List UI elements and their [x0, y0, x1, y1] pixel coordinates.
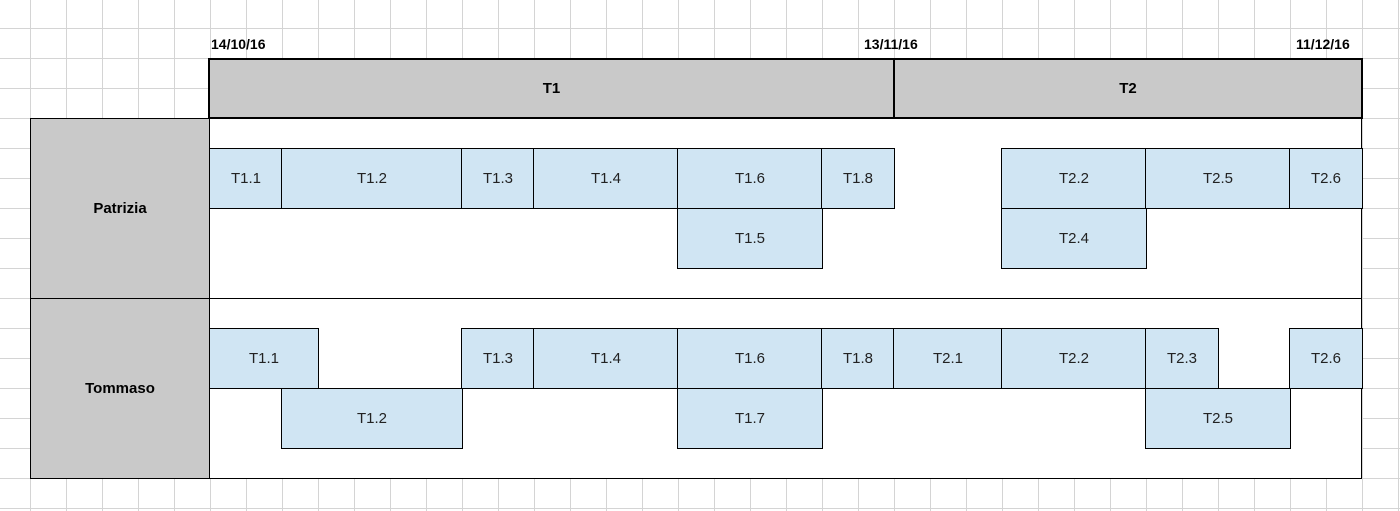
task-patrizia-t2-2[interactable]: T2.2	[1001, 148, 1147, 209]
task-tommaso-t1-6[interactable]: T1.6	[677, 328, 823, 389]
person-patrizia	[30, 118, 210, 299]
task-patrizia-t1-4[interactable]: T1.4	[533, 148, 679, 209]
task-tommaso-t2-5[interactable]: T2.5	[1145, 388, 1291, 449]
task-tommaso-t1-2[interactable]: T1.2	[281, 388, 463, 449]
task-tommaso-t1-1[interactable]: T1.1	[209, 328, 319, 389]
person-patrizia-name: Patrizia	[93, 200, 147, 217]
task-tommaso-t1-8[interactable]: T1.8	[821, 328, 895, 389]
task-tommaso-t2-3[interactable]: T2.3	[1145, 328, 1219, 389]
date-end: 11/12/16	[1296, 36, 1350, 52]
task-tommaso-t1-4[interactable]: T1.4	[533, 328, 679, 389]
phase-t2-label: T2	[1119, 80, 1137, 97]
date-start: 14/10/16	[211, 36, 266, 52]
date-mid: 13/11/16	[864, 36, 918, 52]
task-patrizia-t2-6[interactable]: T2.6	[1289, 148, 1363, 209]
task-patrizia-t1-5[interactable]: T1.5	[677, 208, 823, 269]
person-tommaso-name: Tommaso	[85, 380, 155, 397]
task-patrizia-t1-2[interactable]: T1.2	[281, 148, 463, 209]
person-tommaso	[30, 298, 210, 479]
task-patrizia-t1-1[interactable]: T1.1	[209, 148, 283, 209]
task-tommaso-t2-1[interactable]: T2.1	[893, 328, 1003, 389]
task-tommaso-t2-6[interactable]: T2.6	[1289, 328, 1363, 389]
task-tommaso-t2-2[interactable]: T2.2	[1001, 328, 1147, 389]
task-patrizia-t2-4[interactable]: T2.4	[1001, 208, 1147, 269]
phase-t1	[208, 58, 895, 119]
task-patrizia-t1-3[interactable]: T1.3	[461, 148, 535, 209]
task-tommaso-t1-7[interactable]: T1.7	[677, 388, 823, 449]
task-patrizia-t1-8[interactable]: T1.8	[821, 148, 895, 209]
phase-t2	[893, 58, 1363, 119]
task-patrizia-t1-6[interactable]: T1.6	[677, 148, 823, 209]
task-tommaso-t1-3[interactable]: T1.3	[461, 328, 535, 389]
task-patrizia-t2-5[interactable]: T2.5	[1145, 148, 1291, 209]
phase-t1-label: T1	[542, 80, 561, 97]
